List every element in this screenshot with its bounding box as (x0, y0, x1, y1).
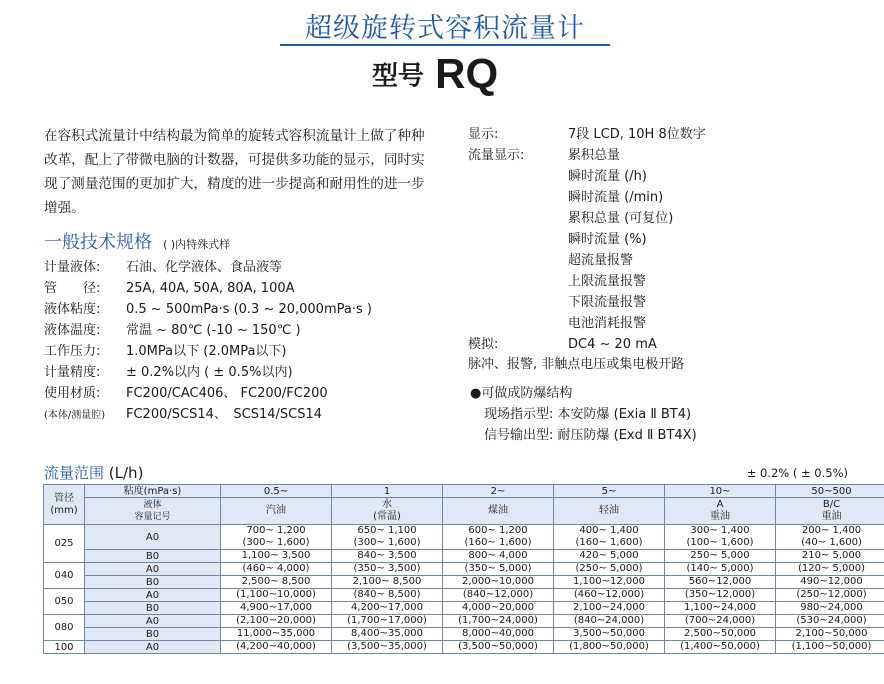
flow-range-cell (443, 615, 554, 628)
flow-range-cell (332, 602, 443, 615)
flow-range-title: 流量范围 (44, 464, 105, 482)
cell-line: 管径 (54, 492, 74, 504)
model-heading (372, 50, 498, 98)
flow-range-cell (332, 550, 443, 563)
flow-item: 累积总量 (568, 148, 621, 163)
flow-range-cell (776, 589, 884, 602)
capacity-code: A0 (85, 615, 221, 628)
spec-value: 石油、化学液体、食品液等 (126, 260, 283, 275)
flow-range-cell (332, 628, 443, 641)
header-label-line: 液体 (143, 500, 162, 510)
flow-range-cell (332, 563, 443, 576)
flow-range-unit: (L/h) (108, 464, 144, 482)
flow-range-cell (332, 525, 443, 550)
flow-range-cell (332, 615, 443, 628)
cell-line: B/C (822, 499, 841, 510)
header-label-line: 容量记号 (134, 512, 171, 522)
cell-line: 490~12,000 (800, 576, 863, 587)
table-row (44, 563, 884, 576)
flow-range-cell (554, 576, 665, 589)
accuracy-note: ± 0.2% ( ± 0.5%) (746, 466, 848, 480)
liquid-header (776, 498, 884, 525)
flow-range-cell (443, 525, 554, 550)
flow-range-heading (44, 462, 143, 483)
cell-line: (300~ 1,600) (353, 537, 421, 548)
flow-range-cell (443, 628, 554, 641)
cell-line: (460~12,000) (573, 589, 645, 600)
cell-line: 980~24,000 (800, 602, 863, 613)
cell-line: (700~24,000) (684, 615, 756, 626)
capacity-code: A0 (85, 589, 221, 602)
cell-line: 汽油 (266, 505, 286, 516)
cell-line: 2,100~24,000 (573, 602, 645, 613)
viscosity-label: 粘度(mPa·s) (85, 485, 221, 498)
flow-range-cell (443, 576, 554, 589)
viscosity-header: 50~500 (776, 485, 884, 498)
spec-key: 使用材质: (44, 386, 101, 401)
viscosity-header: 10~ (665, 485, 776, 498)
spec-key: (本体/测量腔) (44, 410, 106, 421)
flow-range-cell (443, 589, 554, 602)
size-cell: 080 (44, 615, 85, 641)
flow-range-cell (221, 589, 332, 602)
flow-range-cell (665, 628, 776, 641)
flow-range-cell (665, 563, 776, 576)
cell-line: (1,100~10,000) (236, 589, 316, 600)
display-row (468, 124, 706, 145)
flow-item: 瞬时流量 (/h) (568, 169, 647, 184)
explosion-proof-title: ●可做成防爆结构 (470, 386, 573, 401)
cell-line: 煤油 (488, 505, 508, 516)
spec-key: 工作压力: (44, 344, 101, 359)
flow-display-key: 流量显示: (468, 148, 525, 163)
model-label: 型号 (372, 61, 425, 92)
cell-line: 300~ 1,400 (690, 525, 750, 536)
flow-range-cell (443, 641, 554, 654)
cell-line: 600~ 1,200 (468, 525, 528, 536)
flow-range-cell (443, 550, 554, 563)
intro-paragraph: 在容积式流量计中结构最为简单的旋转式容积流量计上做了种种改革，配上了带微电脑的计数器，可提供多功能的显示，同时实现了测量范围的更加扩大，精度的进一步提高和耐用性的进一步增强。 (44, 128, 425, 216)
cell-line: (250~ 5,000) (575, 563, 643, 574)
flow-range-table (43, 484, 884, 654)
cell-line: 轻油 (599, 505, 619, 516)
cell-line: (140~ 5,000) (686, 563, 754, 574)
liquid-header (332, 498, 443, 525)
spec-key: 液体温度: (44, 323, 101, 338)
cell-line: (1,100~50,000) (791, 641, 872, 652)
flow-range-cell (776, 576, 884, 589)
pulse-text: 脉冲、报警, 非触点电压或集电极开路 (468, 357, 685, 372)
flow-range-cell (554, 615, 665, 628)
cell-line: (40~ 1,600) (801, 537, 862, 548)
viscosity-header: 1 (332, 485, 443, 498)
cell-line: (350~12,000) (684, 589, 756, 600)
cell-line: (840~ 8,500) (353, 589, 421, 600)
flow-range-cell (443, 563, 554, 576)
cell-line: 11,000~35,000 (236, 628, 316, 639)
cell-line: 水 (382, 499, 392, 510)
liquid-header (665, 498, 776, 525)
flow-range-cell (221, 563, 332, 576)
flow-range-cell (554, 628, 665, 641)
analog-value: DC4 ~ 20 mA (568, 337, 657, 352)
flow-range-cell (554, 525, 665, 550)
spec-value: FC200/SCS14、 SCS14/SCS14 (126, 407, 322, 422)
spec-row (44, 320, 301, 341)
spec-row (44, 383, 328, 404)
cell-line: 700~ 1,200 (246, 525, 306, 536)
liquid-capacity-label (85, 498, 221, 525)
cell-line: 400~ 1,400 (579, 525, 639, 536)
spec-title: 一般技术规格 (44, 232, 152, 253)
liquid-header (221, 498, 332, 525)
flow-range-cell (776, 641, 884, 654)
liquid-header (443, 498, 554, 525)
flow-range-cell (665, 525, 776, 550)
cell-line: (460~ 4,000) (242, 563, 310, 574)
cell-line: 650~ 1,100 (357, 525, 417, 536)
cell-line: 8,400~35,000 (351, 628, 423, 639)
cell-line: 重油 (821, 511, 842, 522)
analog-row (468, 334, 657, 355)
spec-key: 计量精度: (44, 365, 101, 380)
flow-range-cell (332, 589, 443, 602)
flow-item: 超流量报警 (568, 253, 634, 268)
table-row (44, 615, 884, 628)
cell-line: 4,200~17,000 (351, 602, 423, 613)
spec-note: ( )内特殊式样 (163, 238, 231, 251)
flow-range-cell (554, 589, 665, 602)
spec-key: 计量液体: (44, 260, 101, 275)
flow-item: 累积总量 (可复位) (568, 211, 674, 226)
flow-item: 瞬时流量 (/min) (568, 190, 664, 205)
cell-line: 2,100~ 8,500 (352, 576, 422, 587)
capacity-code: A0 (85, 563, 221, 576)
capacity-code: B0 (85, 576, 221, 589)
size-cell: 050 (44, 589, 85, 615)
cell-line: 2,100~50,000 (795, 628, 868, 639)
flow-item: 瞬时流量 (%) (568, 232, 647, 247)
analog-key: 模拟: (468, 337, 499, 352)
spec-key: 管 径: (44, 281, 101, 296)
table-row (44, 641, 884, 654)
flow-range-cell (221, 641, 332, 654)
cell-line: (160~ 1,600) (464, 537, 532, 548)
spec-value: 1.0MPa以下 (2.0MPa以下) (126, 344, 287, 359)
spec-row (44, 257, 282, 278)
size-cell: 100 (44, 641, 85, 654)
cell-line: (3,500~35,000) (347, 641, 427, 652)
cell-line: (120~ 5,000) (797, 563, 866, 574)
size-cell: 040 (44, 563, 85, 589)
viscosity-header: 2~ (443, 485, 554, 498)
flow-range-cell (665, 576, 776, 589)
flow-range-cell (221, 615, 332, 628)
spec-key: 液体粘度: (44, 302, 101, 317)
cell-line: (mm) (50, 504, 78, 516)
flow-range-cell (554, 641, 665, 654)
spec-value: 25A, 40A, 50A, 80A, 100A (126, 281, 295, 296)
flow-range-cell (776, 628, 884, 641)
flow-range-cell (665, 550, 776, 563)
cell-line: (160~ 1,600) (575, 537, 643, 548)
flow-range-cell (221, 550, 332, 563)
cell-line: 重油 (710, 511, 730, 522)
viscosity-header: 0.5~ (221, 485, 332, 498)
cell-line: (100~ 1,600) (686, 537, 754, 548)
spec-value: FC200/CAC406、 FC200/FC200 (126, 386, 328, 401)
cell-line: (350~ 3,500) (353, 563, 421, 574)
cell-line: (350~ 5,000) (464, 563, 532, 574)
spec-value: ± 0.2%以内 ( ± 0.5%以内) (126, 365, 293, 380)
spec-heading (44, 228, 230, 254)
flow-range-cell (776, 550, 884, 563)
flow-range-cell (776, 602, 884, 615)
flow-range-cell (554, 563, 665, 576)
flow-range-cell (221, 576, 332, 589)
cell-line: 560~12,000 (688, 576, 752, 587)
cell-line: 800~ 4,000 (468, 550, 528, 561)
table-row (44, 589, 884, 602)
capacity-code: B0 (85, 602, 221, 615)
cell-line: 210~ 5,000 (801, 550, 862, 561)
cell-line: 2,500~50,000 (684, 628, 756, 639)
cell-line: 250~ 5,000 (690, 550, 750, 561)
flow-range-cell (665, 615, 776, 628)
cell-line: 8,000~40,000 (462, 628, 534, 639)
capacity-code: A0 (85, 641, 221, 654)
table-row (44, 525, 884, 550)
flow-display-row (468, 145, 620, 166)
model-code: RQ (435, 50, 499, 97)
display-key: 显示: (468, 127, 499, 142)
spec-row (44, 362, 293, 383)
flow-range-cell (776, 615, 884, 628)
cell-line: 1,100~ 3,500 (241, 550, 311, 561)
flow-range-cell (776, 563, 884, 576)
flow-item: 上限流量报警 (568, 274, 647, 289)
spec-row (44, 278, 295, 299)
cell-line: (530~24,000) (796, 615, 867, 626)
cell-line: (840~12,000) (462, 589, 534, 600)
cell-line: (250~12,000) (796, 589, 867, 600)
flow-range-cell (776, 525, 884, 550)
cell-line: (840~24,000) (573, 615, 645, 626)
display-value: 7段 LCD, 10H 8位数字 (568, 127, 706, 142)
cell-line: 840~ 3,500 (357, 550, 417, 561)
explosion-proof-field: 现场指示型: 本安防爆 (Exia Ⅱ BT4) (484, 407, 692, 422)
cell-line: A (716, 499, 724, 510)
cell-line: 4,000~20,000 (462, 602, 534, 613)
cell-line: 4,900~17,000 (240, 602, 312, 613)
table-row (44, 576, 884, 589)
cell-line: 200~ 1,400 (801, 525, 862, 536)
liquid-header (554, 498, 665, 525)
spec-row (44, 341, 287, 362)
table-row (44, 628, 884, 641)
cell-line: 3,500~50,000 (573, 628, 645, 639)
cell-line: 420~ 5,000 (579, 550, 639, 561)
flow-range-cell (665, 602, 776, 615)
cell-line: (1,800~50,000) (569, 641, 649, 652)
cell-line: 1,100~24,000 (684, 602, 756, 613)
explosion-proof-signal: 信号输出型: 耐压防爆 (Exd Ⅱ BT4X) (484, 428, 697, 443)
flow-range-cell (221, 602, 332, 615)
cell-line: (300~ 1,600) (242, 537, 310, 548)
title-underline (280, 44, 610, 46)
capacity-code: B0 (85, 628, 221, 641)
flow-item: 下限流量报警 (568, 295, 647, 310)
cell-line: 2,500~ 8,500 (241, 576, 311, 587)
flow-range-cell (554, 550, 665, 563)
cell-line: (常温) (373, 511, 401, 522)
cell-line: 1,100~12,000 (573, 576, 645, 587)
size-cell: 025 (44, 525, 85, 563)
flow-item: 电池消耗报警 (568, 316, 647, 331)
cell-line: (2,100~20,000) (236, 615, 316, 626)
flow-range-cell (665, 641, 776, 654)
page-title: 超级旋转式容积流量计 (305, 13, 585, 44)
spec-row (44, 299, 372, 320)
cell-line: 2,000~10,000 (462, 576, 534, 587)
flow-range-cell (665, 589, 776, 602)
spec-value: 常温 ~ 80℃ (-10 ~ 150℃ ) (126, 323, 301, 338)
size-header (44, 485, 85, 525)
cell-line: (1,700~24,000) (458, 615, 538, 626)
cell-line: (1,700~17,000) (347, 615, 427, 626)
viscosity-header: 5~ (554, 485, 665, 498)
flow-range-cell (221, 525, 332, 550)
flow-range-cell (554, 602, 665, 615)
capacity-code: B0 (85, 550, 221, 563)
capacity-code: A0 (85, 525, 221, 550)
cell-line: (3,500~50,000) (458, 641, 538, 652)
flow-range-cell (332, 576, 443, 589)
spec-row (44, 404, 322, 425)
table-row (44, 550, 884, 563)
flow-range-cell (221, 628, 332, 641)
cell-line: (4,200~40,000) (236, 641, 316, 652)
cell-line: (1,400~50,000) (680, 641, 760, 652)
table-row (44, 602, 884, 615)
spec-value: 0.5 ~ 500mPa·s (0.3 ~ 20,000mPa·s ) (126, 302, 372, 317)
flow-range-cell (332, 641, 443, 654)
flow-range-cell (443, 602, 554, 615)
